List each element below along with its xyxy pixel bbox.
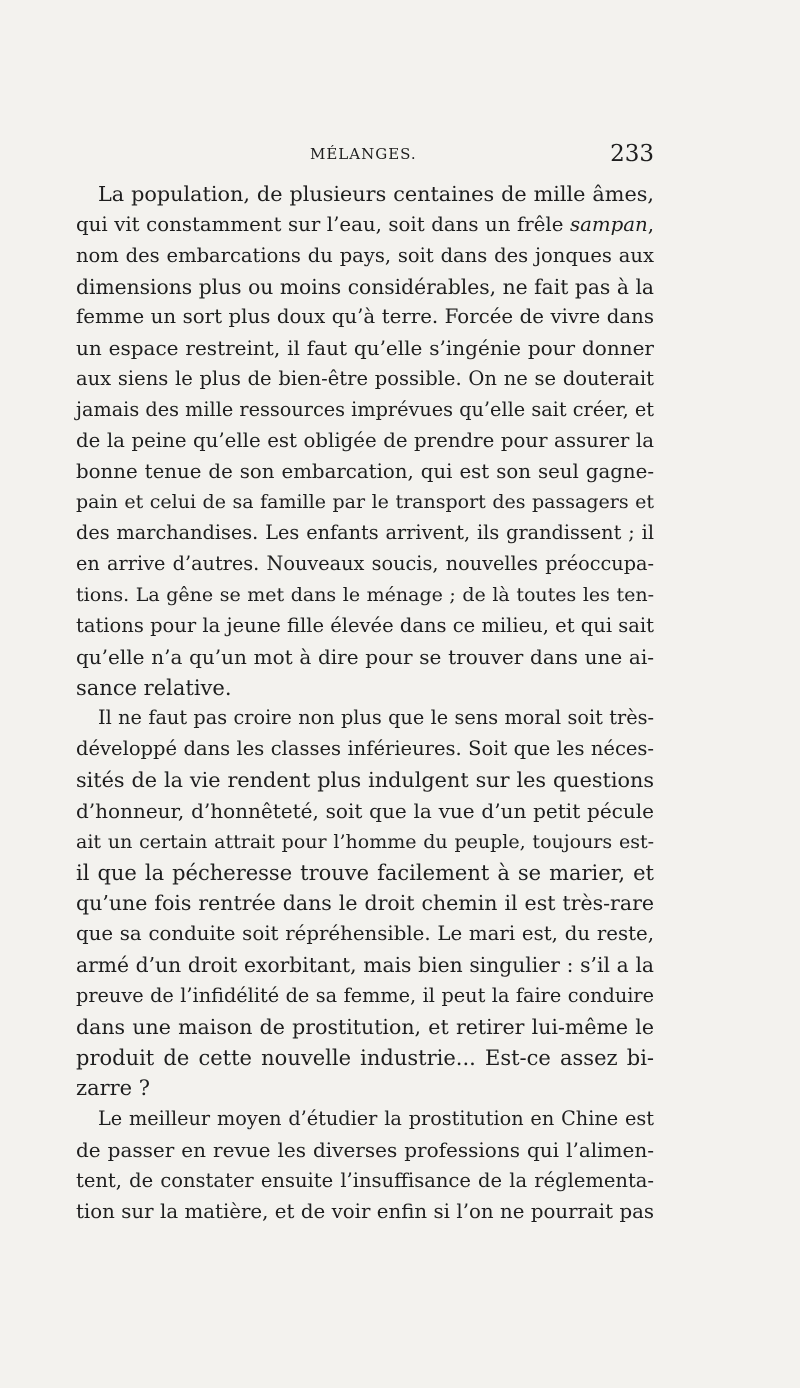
text-line (76, 919, 654, 950)
text-segment: dimensions plus ou moins considérables, ne fait pas à la (76, 274, 654, 299)
page-number: 233 (610, 141, 654, 167)
text-segment: sance relative. (76, 675, 232, 700)
text-line (76, 642, 654, 673)
text-line (76, 518, 654, 549)
text-line (76, 1197, 654, 1228)
text-line (76, 487, 654, 518)
text-line (76, 364, 654, 395)
text-segment: des marchandises. Les enfants arrivent, ils grandissent ; il (76, 521, 654, 545)
body-text (76, 179, 654, 1228)
text-line (76, 950, 654, 981)
text-segment: développé dans les classes inférieures. Soit que les néces- (76, 737, 654, 761)
text-segment: , (647, 212, 654, 236)
text-line (76, 888, 654, 919)
text-segment: sités de la vie rendent plus indulgent sur les questions (76, 768, 654, 793)
text-segment: qu’une fois rentrée dans le droit chemin il est très-rare (76, 891, 654, 916)
text-segment: en arrive d’autres. Nouveaux soucis, nouvelles préoccupa- (76, 552, 654, 576)
text-segment: Il ne faut pas croire non plus que le sens moral soit très- (98, 706, 654, 730)
text-line (76, 611, 654, 642)
text-line (76, 395, 654, 426)
text-line (76, 1012, 654, 1043)
text-line (76, 1073, 654, 1104)
text-segment: pain et celui de sa famille par le transport des passagers et (76, 491, 654, 514)
text-line (76, 981, 654, 1012)
text-segment: qu’elle n’a qu’un mot à dire pour se trouver dans une ai- (76, 644, 654, 669)
text-segment: jamais des mille ressources imprévues qu’elle sait créer, et (76, 397, 654, 421)
running-head: MÉLANGES. (310, 145, 417, 163)
text-segment: aux siens le plus de bien-être possible. On ne se douterait (76, 367, 654, 391)
text-line (76, 673, 654, 704)
paragraph (76, 703, 654, 1104)
text-line (76, 179, 654, 210)
text-line (76, 333, 654, 364)
text-line (76, 1166, 654, 1197)
text-segment: tations pour la jeune fille élevée dans ce milieu, et qui sait (76, 613, 654, 637)
text-segment: armé d’un droit exorbitant, mais bien singulier : s’il a la (76, 953, 654, 978)
text-segment: il que la pécheresse trouve facilement à se marier, et (76, 860, 654, 885)
italic-text: sampan (569, 212, 648, 236)
text-segment: zarre ? (76, 1076, 151, 1101)
text-line (76, 858, 654, 889)
text-segment: d’honneur, d’honnêteté, soit que la vue d’un petit pécule (76, 798, 654, 823)
text-line (76, 549, 654, 580)
text-line (76, 210, 654, 241)
text-segment: tion sur la matière, et de voir enfin si l’on ne pourrait pas (76, 1199, 654, 1223)
text-line (76, 796, 654, 827)
text-segment: dans une maison de prostitution, et retirer lui-même le (76, 1014, 654, 1039)
text-segment: un espace restreint, il faut qu’elle s’ingénie pour donner (76, 336, 654, 361)
text-segment: de la peine qu’elle est obligée de prendre pour assurer la (76, 428, 654, 452)
page-header (76, 143, 654, 173)
text-segment: La population, de plusieurs centaines de mille âmes, (98, 182, 654, 206)
text-line (76, 457, 654, 488)
text-segment: femme un sort plus doux qu’à terre. Forcée de vivre dans (76, 305, 654, 329)
text-segment: bonne tenue de son embarcation, qui est son seul gagne- (76, 459, 654, 483)
paragraph (76, 1104, 654, 1227)
text-segment: Le meilleur moyen d’étudier la prostitution en Chine est (98, 1107, 654, 1131)
text-segment: tions. La gêne se met dans le ménage ; de là toutes les ten- (76, 583, 654, 606)
text-segment: tent, de constater ensuite l’insuffisance de la réglementa- (76, 1169, 654, 1192)
text-line (76, 1104, 654, 1135)
text-line (76, 703, 654, 734)
text-line (76, 580, 654, 611)
text-line (76, 1043, 654, 1074)
paragraph (76, 179, 654, 703)
text-segment: que sa conduite soit répréhensible. Le mari est, du reste, (76, 922, 654, 946)
text-segment: ait un certain attrait pour l’homme du peuple, toujours est- (76, 830, 654, 853)
text-line (76, 426, 654, 457)
text-segment: produit de cette nouvelle industrie... Est-ce assez bi- (76, 1045, 654, 1070)
text-line (76, 734, 654, 765)
text-line (76, 302, 654, 333)
text-line (76, 827, 654, 858)
text-segment: preuve de l’infidélité de sa femme, il peut la faire conduire (76, 983, 654, 1007)
text-segment: nom des embarcations du pays, soit dans des jonques aux (76, 243, 654, 267)
text-line (76, 1135, 654, 1166)
text-line (76, 241, 654, 272)
text-segment: qui vit constamment sur l’eau, soit dans un frêle (76, 212, 570, 236)
text-line (76, 765, 654, 796)
text-line (76, 272, 654, 303)
text-segment: de passer en revue les diverses professions qui l’alimen- (76, 1138, 654, 1163)
